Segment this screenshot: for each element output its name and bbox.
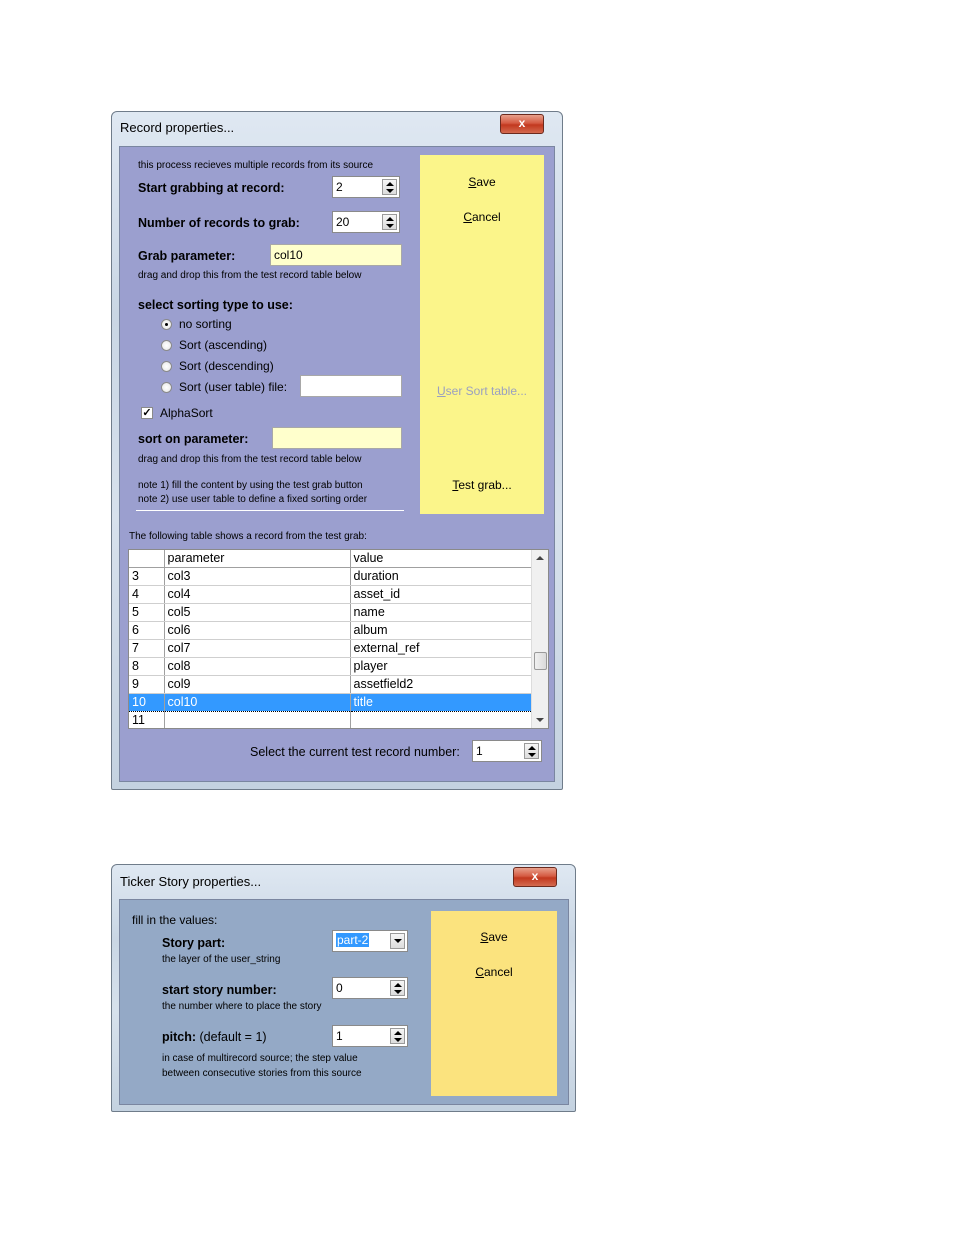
drag-hint-2: drag and drop this from the test record table below [138, 454, 362, 465]
table-row[interactable] [129, 604, 531, 622]
radio-no-sorting-label: no sorting [179, 317, 232, 331]
spinner-arrows-icon[interactable] [382, 179, 397, 195]
sort-parameter-label: sort on parameter: [138, 432, 249, 446]
test-grab-label: est grab... [458, 478, 512, 492]
pitch-spinner[interactable] [332, 1025, 408, 1047]
radio-sort-user-table-label: Sort (user table) file: [179, 380, 288, 394]
cancel-label: ancel [471, 210, 501, 224]
table-row[interactable] [129, 622, 531, 640]
header-value[interactable]: value [350, 550, 531, 568]
start-record-spinner[interactable] [332, 176, 400, 198]
drag-hint: drag and drop this from the test record table below [138, 270, 362, 281]
row-parameter[interactable]: col5 [164, 604, 350, 622]
grab-parameter-field[interactable] [270, 244, 402, 266]
radio-no-sorting[interactable] [161, 319, 172, 330]
cancel-label-underlined: C [475, 965, 484, 979]
row-value: asset_id [350, 586, 531, 604]
row-parameter[interactable]: col9 [164, 676, 350, 694]
action-panel [420, 155, 544, 514]
scroll-up-icon[interactable] [536, 556, 544, 560]
spinner-arrows-icon[interactable] [382, 214, 397, 230]
user-sort-label: ser Sort table... [445, 384, 528, 398]
table-row[interactable] [129, 676, 531, 694]
window-title: Record properties... [120, 120, 235, 135]
note-2: note 2) use user table to define a fixed sorting order [138, 494, 368, 505]
save-label: ave [476, 175, 496, 189]
close-button[interactable]: x [513, 867, 557, 887]
record-grid [129, 550, 532, 729]
record-count-value: 20 [336, 215, 350, 229]
start-record-label: Start grabbing at record: [138, 181, 285, 195]
table-header-row [129, 550, 531, 568]
pitch-hint-2: between consecutive stories from this source [162, 1068, 362, 1079]
header-parameter[interactable]: parameter [164, 550, 350, 568]
test-grab-button[interactable] [420, 478, 544, 492]
row-index: 8 [129, 658, 164, 676]
save-button[interactable] [431, 930, 557, 944]
radio-sort-user-table[interactable] [161, 382, 172, 393]
spinner-arrows-icon[interactable] [390, 980, 405, 996]
pitch-default: (default = 1) [199, 1030, 267, 1044]
info-text: this process recieves multiple records from its source [138, 160, 374, 171]
save-label: ave [488, 930, 508, 944]
start-story-hint: the number where to place the story [162, 1001, 322, 1012]
row-parameter[interactable]: col6 [164, 622, 350, 640]
pitch-label-group [162, 1030, 267, 1044]
scroll-down-icon[interactable] [536, 718, 544, 722]
pitch-value: 1 [336, 1029, 343, 1043]
story-part-label: Story part: [162, 936, 226, 950]
dialog-client-area [119, 899, 569, 1105]
record-count-spinner[interactable] [332, 211, 400, 233]
row-parameter[interactable]: col8 [164, 658, 350, 676]
row-index: 4 [129, 586, 164, 604]
grab-parameter-label: Grab parameter: [138, 249, 236, 263]
cancel-button[interactable] [431, 965, 557, 979]
start-story-label: start story number: [162, 983, 277, 997]
story-part-value: part-2 [337, 933, 369, 947]
row-value [350, 712, 531, 730]
pitch-label: pitch: [162, 1030, 197, 1044]
user-sort-label-underlined: U [436, 384, 446, 398]
table-row[interactable] [129, 712, 531, 730]
save-label-underlined: S [468, 175, 477, 189]
table-row[interactable] [129, 658, 531, 676]
table-caption: The following table shows a record from the test grab: [129, 531, 367, 542]
test-record-table[interactable] [128, 549, 549, 729]
divider [136, 510, 404, 511]
ticker-story-properties-window [111, 864, 576, 1112]
row-value: duration [350, 568, 531, 586]
row-parameter[interactable]: col10 [164, 694, 350, 712]
radio-sort-descending-label: Sort (descending) [179, 359, 274, 373]
test-record-value: 1 [476, 744, 483, 758]
row-index: 7 [129, 640, 164, 658]
chevron-down-icon[interactable] [390, 933, 405, 949]
radio-sort-ascending[interactable] [161, 340, 172, 351]
row-index: 6 [129, 622, 164, 640]
user-table-file-field[interactable] [300, 375, 402, 397]
table-row[interactable] [129, 640, 531, 658]
save-label-underlined: S [480, 930, 489, 944]
scroll-thumb[interactable] [534, 652, 547, 670]
record-properties-window [111, 111, 563, 790]
radio-sort-ascending-label: Sort (ascending) [179, 338, 268, 352]
row-index: 10 [129, 694, 164, 712]
user-sort-table-button[interactable] [420, 384, 544, 398]
alphasort-label: AlphaSort [160, 406, 213, 420]
row-index: 9 [129, 676, 164, 694]
record-count-label: Number of records to grab: [138, 216, 300, 230]
start-story-spinner[interactable] [332, 977, 408, 999]
close-button[interactable]: x [500, 114, 544, 134]
table-row[interactable] [129, 586, 531, 604]
cancel-button[interactable] [420, 210, 544, 224]
row-index: 3 [129, 568, 164, 586]
test-record-label: Select the current test record number: [250, 745, 460, 759]
cancel-label-underlined: C [463, 210, 472, 224]
cancel-label: ancel [483, 965, 513, 979]
sorting-section-title: select sorting type to use: [138, 298, 293, 312]
pitch-hint-1: in case of multirecord source; the step value [162, 1053, 358, 1064]
table-row-selected[interactable] [129, 694, 531, 712]
test-grab-label-underlined: T [452, 478, 459, 492]
spinner-arrows-icon[interactable] [390, 1028, 405, 1044]
action-panel [431, 911, 557, 1096]
note-1: note 1) fill the content by using the test grab button [138, 480, 363, 491]
dialog-client-area [119, 146, 555, 782]
sort-parameter-field[interactable] [272, 427, 402, 449]
alphasort-checkbox[interactable]: ✓ [142, 407, 152, 419]
row-value: player [350, 658, 531, 676]
row-parameter[interactable]: col4 [164, 586, 350, 604]
header-index [129, 550, 164, 568]
test-record-spinner[interactable] [472, 740, 542, 762]
row-index: 5 [129, 604, 164, 622]
story-part-hint: the layer of the user_string [162, 954, 281, 965]
row-value: external_ref [350, 640, 531, 658]
save-button[interactable] [420, 175, 544, 189]
row-value: title [350, 694, 531, 712]
spinner-arrows-icon[interactable] [524, 743, 539, 759]
row-parameter[interactable]: col7 [164, 640, 350, 658]
start-story-value: 0 [336, 981, 343, 995]
window-title: Ticker Story properties... [120, 874, 262, 889]
radio-sort-descending[interactable] [161, 361, 172, 372]
row-parameter[interactable]: col3 [164, 568, 350, 586]
row-value: name [350, 604, 531, 622]
story-part-dropdown[interactable] [332, 930, 408, 952]
start-record-value: 2 [336, 180, 343, 194]
table-scrollbar[interactable] [531, 550, 548, 728]
intro-text: fill in the values: [132, 913, 218, 927]
row-value: assetfield2 [350, 676, 531, 694]
row-parameter[interactable] [164, 712, 350, 730]
row-index: 11 [129, 712, 164, 730]
table-row[interactable] [129, 568, 531, 586]
row-value: album [350, 622, 531, 640]
grab-parameter-value: col10 [274, 248, 303, 262]
